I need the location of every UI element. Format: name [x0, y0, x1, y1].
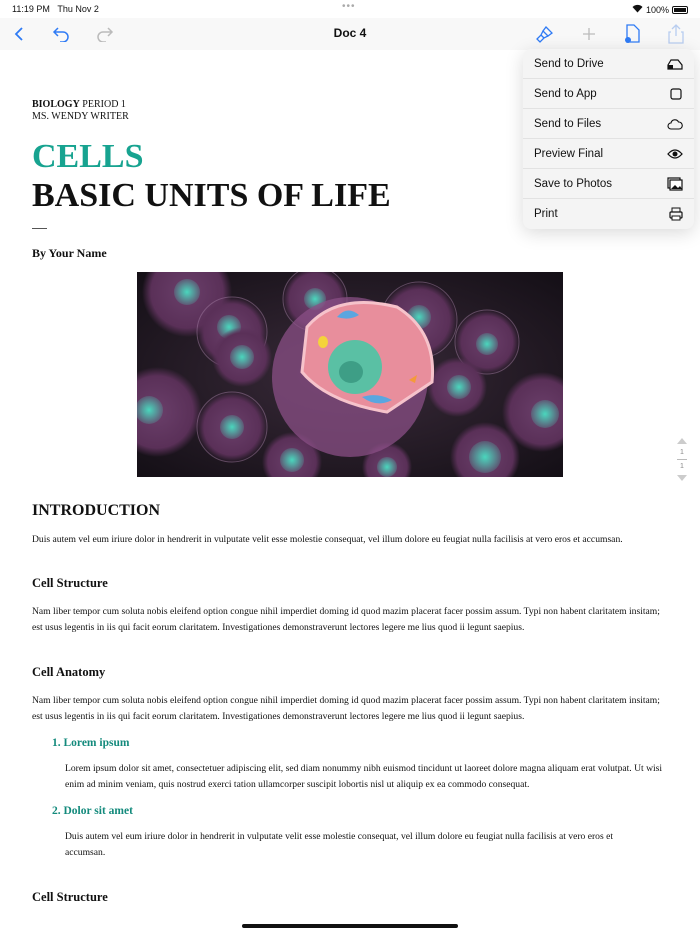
heading-cell-structure-2: Cell Structure — [32, 890, 108, 904]
page-up-icon[interactable] — [677, 438, 687, 444]
document-settings-icon — [623, 24, 641, 44]
menu-item-save-to-photos[interactable]: Save to Photos — [523, 169, 694, 199]
multitasking-dots[interactable]: ••• — [342, 1, 356, 12]
status-time: 11:19 PM Thu Nov 2 — [12, 4, 99, 14]
heading-cell-structure: Cell Structure — [32, 576, 108, 590]
printer-icon — [669, 207, 683, 221]
insert-button[interactable] — [578, 24, 600, 44]
paragraph-introduction: Duis autem vel eum iriure dolor in hendrerit in vulputate velit esse molestie consequat, vel illum dolore eu feugiat nulla facilisis at vero eros et accumsan. — [32, 534, 623, 545]
menu-item-send-to-app[interactable]: Send to App — [523, 79, 694, 109]
battery-icon — [672, 6, 688, 14]
share-button[interactable] — [665, 24, 687, 44]
menu-item-print[interactable]: Print — [523, 199, 694, 229]
list-item-text: Duis autem vel eum iriure dolor in hendrerit in vulputate velit esse molestie consequat, vel illum dolore eu feugiat nulla facilisis at vero eros et accumsan. — [65, 831, 614, 858]
title-subtitle: BASIC UNITS OF LIFE — [32, 177, 391, 214]
current-page: 1 — [680, 449, 684, 456]
toolbar — [0, 18, 700, 50]
menu-item-preview-final[interactable]: Preview Final — [523, 139, 694, 169]
byline: By Your Name — [32, 246, 107, 260]
menu-item-send-to-drive[interactable]: Send to Drive — [523, 49, 694, 79]
document-header: BIOLOGY PERIOD 1 MS. WENDY WRITER — [32, 99, 129, 122]
heading-cell-anatomy: Cell Anatomy — [32, 665, 106, 679]
photos-icon — [667, 177, 683, 191]
list-item-heading: 1. Lorem ipsum — [52, 737, 130, 749]
page-down-icon[interactable] — [677, 475, 687, 481]
format-button[interactable] — [534, 24, 556, 44]
document-settings-button[interactable] — [621, 24, 643, 44]
plus-icon — [582, 27, 596, 41]
square-icon — [669, 87, 683, 101]
total-pages: 1 — [680, 463, 684, 470]
wifi-icon — [632, 4, 643, 15]
list-item-heading: 2. Dolor sit amet — [52, 805, 133, 817]
share-menu — [523, 49, 694, 229]
paintbrush-icon — [536, 25, 554, 43]
menu-item-send-to-files[interactable]: Send to Files — [523, 109, 694, 139]
drive-icon — [667, 58, 683, 70]
list-item-text: Lorem ipsum dolor sit amet, consectetuer adipiscing elit, sed diam nonummy nibh euismod tincidunt ut laoreet dolore magna aliquam erat volutpat. Ut wisi enim ad minim veniam, quis nostrud exerci tation ullamcorper suscipit lobortis nisl ut aliquip ex ea commodo consequat. — [65, 763, 663, 790]
document-title: Doc 4 — [333, 26, 367, 40]
paragraph-cell-structure: Nam liber tempor cum soluta nobis eleifend option congue nihil imperdiet doming id quod mazim placerat facer possim assum. Typi non habent claritatem insitam; est usus legentis in iis qui facit eorum claritatem. Investigationes demonstraverunt lectores legere me lius quod ii legunt saepius. — [32, 606, 660, 633]
cloud-icon — [667, 118, 683, 130]
page-navigator[interactable] — [672, 438, 692, 481]
share-icon — [668, 24, 684, 44]
battery-percent: 100% — [645, 4, 669, 15]
divider — [32, 228, 47, 229]
paragraph-cell-anatomy: Nam liber tempor cum soluta nobis eleifend option congue nihil imperdiet doming id quod mazim placerat facer possim assum. Typi non habent claritatem insitam; est usus legentis in iis qui facit eorum claritatem. Investigationes demonstraverunt lectores legere me lius quod ii legunt saepius. — [32, 695, 660, 722]
title-cells: CELLS — [32, 138, 144, 175]
home-indicator[interactable] — [242, 924, 458, 928]
cell-illustration[interactable] — [137, 272, 563, 477]
eye-icon — [667, 148, 683, 160]
heading-introduction: INTRODUCTION — [32, 502, 161, 519]
status-bar — [0, 0, 700, 18]
